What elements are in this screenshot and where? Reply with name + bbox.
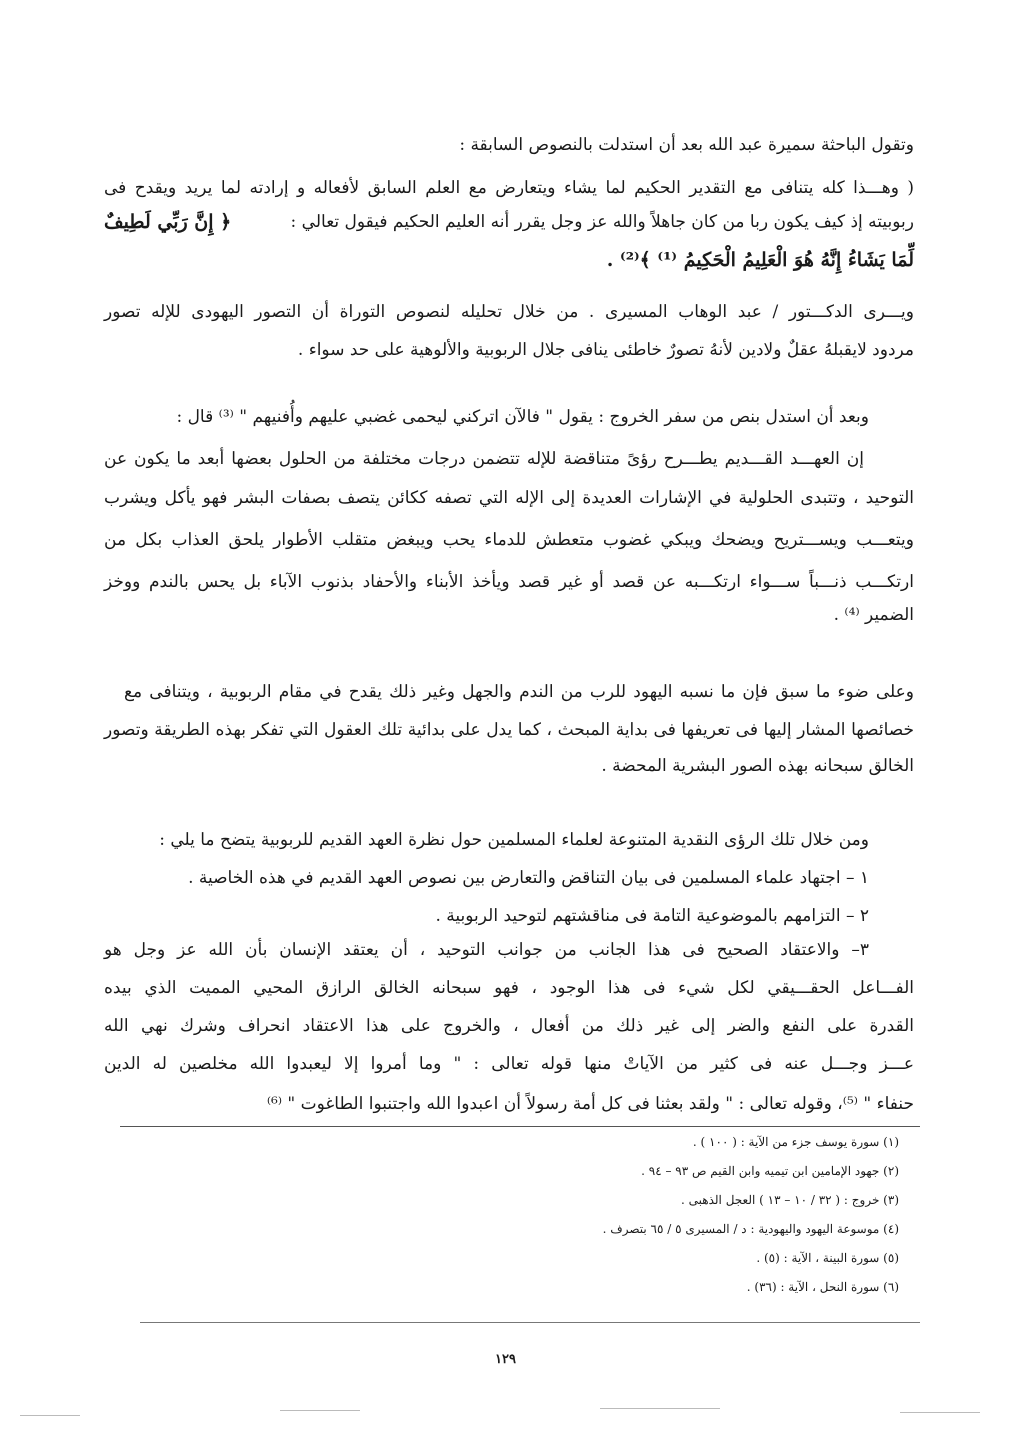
quran-verse-a: ﴿ إِنَّ رَبِّي لَطِيفٌ: [104, 211, 232, 233]
footnote-4: (٤) موسوعة اليهود واليهودية : د / المسيرى ٥ / ٦٥ بتصرف .: [602, 1222, 899, 1236]
exodus-line1: وبعد أن استدل بنص من سفر الخروج : يقول " فالآن اتركني ليحمى غضبي عليهم وأُفنيهم " ⁽³⁾ قال :: [176, 407, 869, 427]
conclusion-line3: الخالق سبحانه بهذه الصور البشرية المحضة .: [601, 756, 914, 776]
scan-edge-mark: [900, 1412, 980, 1413]
footnote-3: (٣) خروج : ( ٣٢ / ١٠ – ١٣ ) العجل الذهبى .: [681, 1193, 899, 1207]
list-intro: ومن خلال تلك الرؤى النقدية المتنوعة لعلماء المسلمين حول نظرة العهد القديم للربوبية يتضح ما يلي :: [159, 830, 869, 850]
footnote-1: (١) سورة يوسف جزء من الآية : ( ١٠٠ ) .: [692, 1135, 899, 1149]
conclusion-line1: وعلى ضوء ما سبق فإن ما نسبه اليهود للرب من الندم والجهل وغير ذلك يقدح في مقام الربوبية ، ويتنافى مع: [124, 682, 914, 702]
quran-verse-b: لِّمَا يَشَاءُ إِنَّهُ هُوَ الْعَلِيمُ الْحَكِيمُ ⁽¹⁾ ﴾⁽²⁾ .: [606, 249, 914, 271]
list-item-3-line3: القدرة على النفع والضر إلى غير ذلك من أفعال ، والخروج على هذا الاعتقاد انحراف وشرك نهي الله: [104, 1016, 914, 1036]
list-item-3-line4: عـــز وجـــل عنه فى كثير من الآياتْ منها قوله تعالى : " وما أمروا إلا ليعبدوا الله مخلصين له الدين: [104, 1054, 914, 1074]
list-item-1: ١ – اجتهاد علماء المسلمين فى بيان التناقض والتعارض بين نصوص العهد القديم في هذه الخاصية .: [188, 868, 869, 888]
exodus-line5: ارتكـــب ذنـــباً ســـواء ارتكـــبه عن قصد أو غير قصد ويأخذ الأبناء والأحفاد بذنوب الآباء بل يحس بالندم ووخز: [104, 572, 914, 592]
list-item-3-line2: الفـــاعل الحقـــيقي لكل شيء فى هذا الوجود ، فهو سبحانه الخالق الرازق المحيي المميت الذي بيده: [104, 978, 914, 998]
list-item-2: ٢ – التزامهم بالموضوعية التامة فى مناقشتهم لتوحيد الربوبية .: [435, 906, 869, 926]
scan-edge-mark: [280, 1410, 360, 1411]
intro-line: وتقول الباحثة سميرة عبد الله بعد أن استدلت بالنصوص السابقة :: [459, 135, 914, 155]
exodus-line3: التوحيد ، وتتبدى الحلولية في الإشارات العديدة إلى الإله التي تصفه ككائن يتصف بصفات البشر فهو يأكل ويشرب: [104, 488, 914, 508]
quote1-line2-text: ربوبيته إذ كيف يكون ربا من كان جاهلاً والله عز وجل يقرر أنه العليم الحكيم فيقول تعالي :: [290, 212, 914, 232]
list-item-3-line1: ٣– والاعتقاد الصحيح فى هذا الجانب من جوانب التوحيد ، أن يعتقد الإنسان بأن الله عز وجل هو: [104, 940, 869, 960]
bottom-separator: [140, 1322, 920, 1323]
scan-edge-mark: [20, 1415, 80, 1416]
quote1-line1: ( وهـــذا كله يتنافى مع التقدير الحكيم لما يشاء ويتعارض مع العلم السابق لأفعاله و إرادته لما يريد ويقدح فى: [104, 178, 914, 198]
conclusion-line2: خصائصها المشار إليها فى تعريفها فى بداية المبحث ، كما يدل على بدائية تلك العقول التي تفكر بهذه الطريقة وتصور: [104, 720, 914, 740]
missiri-line2: مردود لايقبلهُ عقلٌ ولادين لأنهُ تصورٌ خاطئى ينافى جلال الربوبية والألوهية على حد سواء .: [297, 340, 914, 360]
page-number: ١٢٩: [495, 1352, 516, 1367]
footnote-5: (٥) سورة البينة ، الآية : (٥) .: [756, 1251, 899, 1265]
missiri-line1: ويـــرى الدكـــتور / عبد الوهاب المسيرى . من خلال تحليله لنصوص التوراة أن التصور اليهودى للإله تصور: [104, 302, 914, 322]
exodus-line4: ويتعـــب ويســـتريح ويضحك ويبكي غضوب متعطش للدماء يحب ويبغض متقلب الأطوار يلحق العذاب بكل من: [104, 530, 914, 550]
quote1-line2: [104, 210, 914, 234]
footnote-6: (٦) سورة النحل ، الآية : (٣٦) .: [746, 1280, 899, 1294]
scan-edge-mark: [600, 1408, 720, 1409]
footnote-2: (٢) جهود الإمامين ابن تيميه وابن القيم ص ٩٣ – ٩٤ .: [641, 1164, 899, 1178]
exodus-line2: إن العهـــد القـــديم يطـــرح رؤىً متناقضة للإله تتضمن درجات مختلفة من الحلول بعضها أبعد ما يكون عن: [104, 449, 864, 469]
footnote-separator: [120, 1126, 920, 1127]
exodus-line6: الضمير ⁽⁴⁾ .: [833, 605, 914, 625]
list-item-3-line5: حنفاء " ⁽⁵⁾، وقوله تعالى : " ولقد بعثنا فى كل أمة رسولاً أن اعبدوا الله واجتنبوا الطاغوت " ⁽⁶⁾: [266, 1094, 914, 1114]
